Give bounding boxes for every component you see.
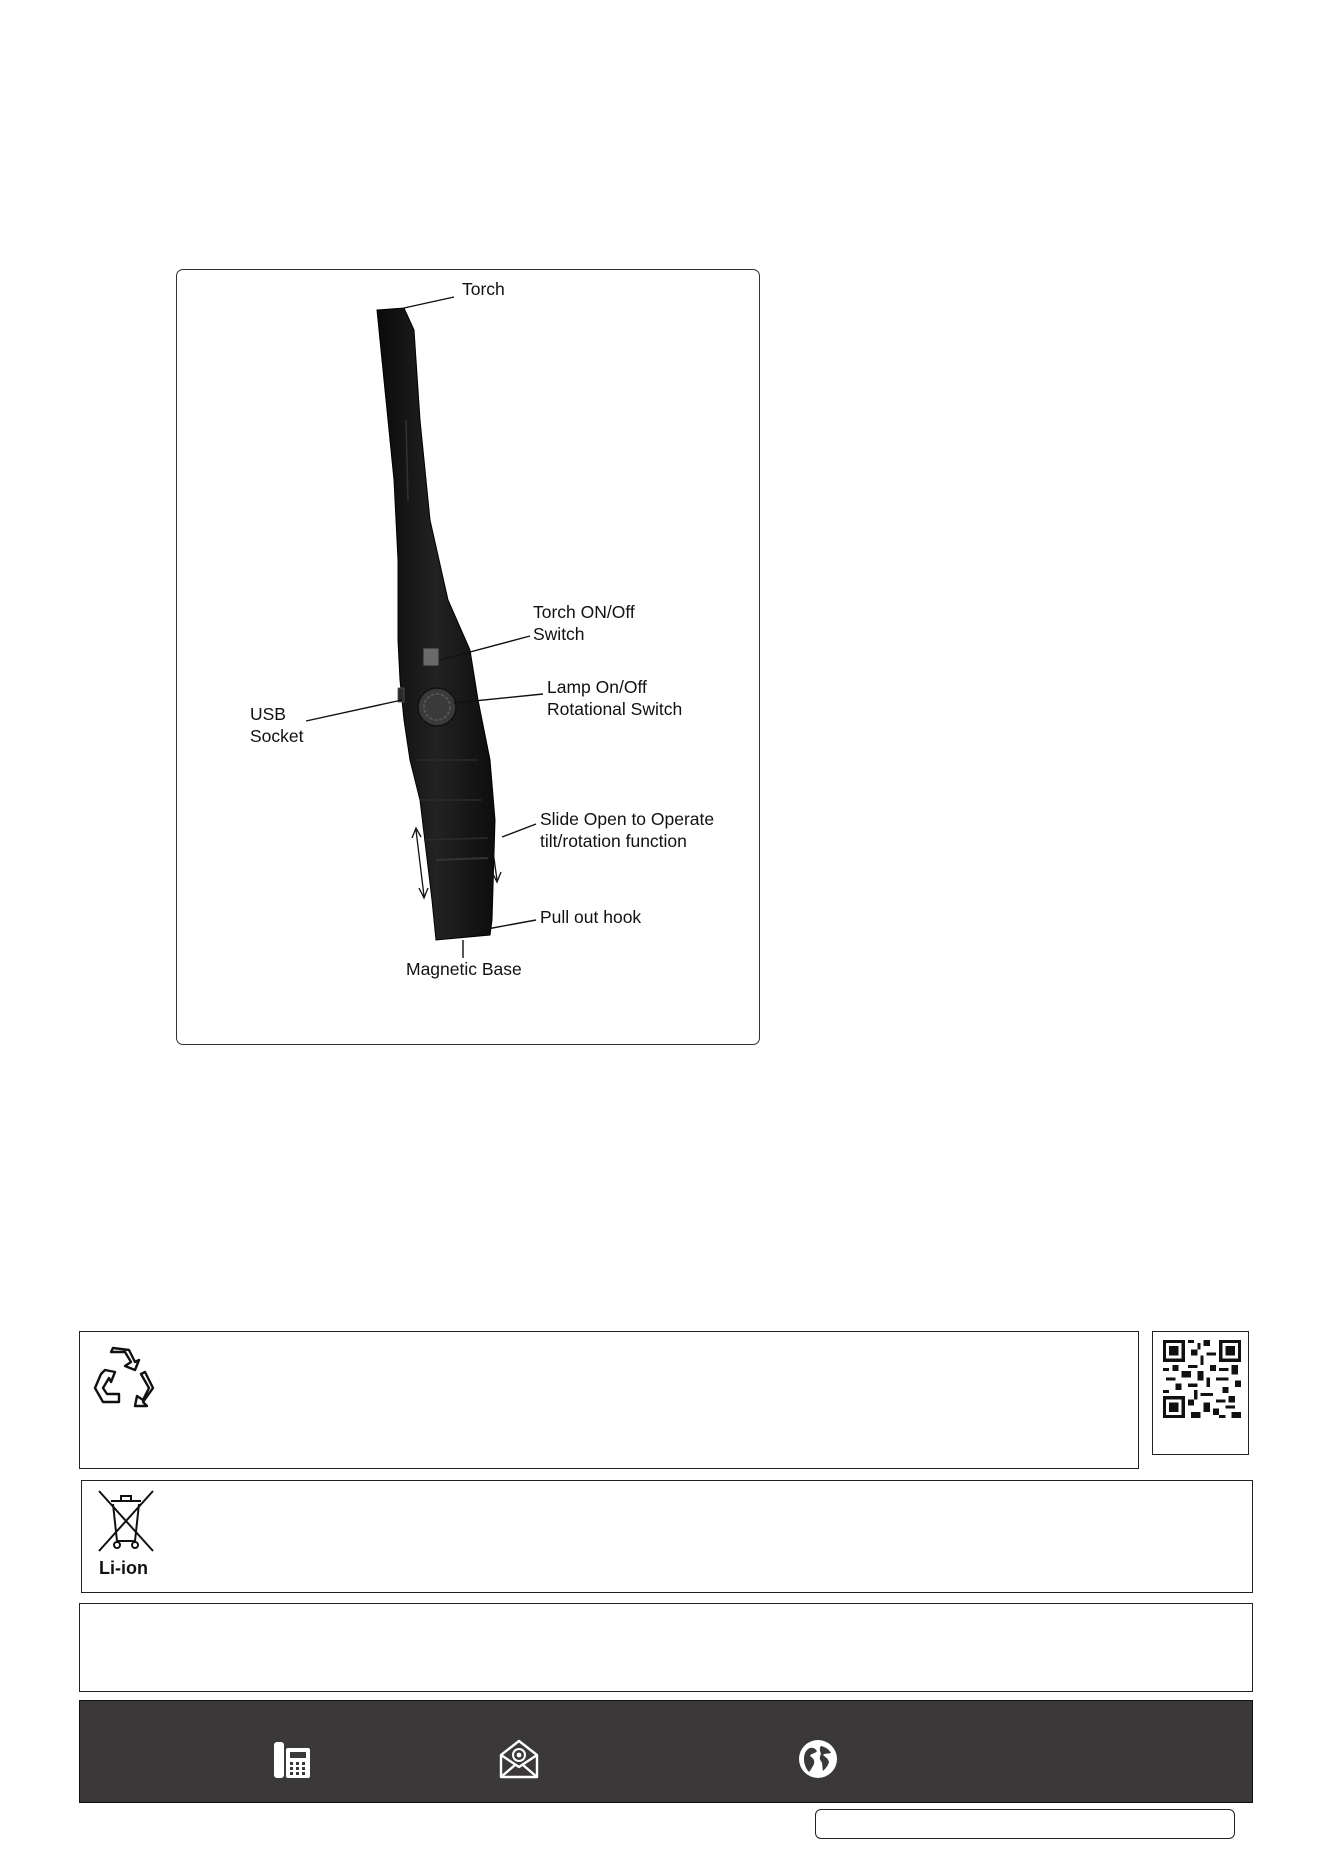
label-torch: Torch xyxy=(462,279,505,299)
label-pull-out-hook: Pull out hook xyxy=(540,907,642,927)
label-magnetic-base: Magnetic Base xyxy=(406,959,522,979)
telephone-icon xyxy=(270,1738,314,1782)
label-usb-socket: USB Socket xyxy=(250,704,304,746)
li-ion-label: Li-ion xyxy=(99,1558,148,1578)
weee-disposal-box xyxy=(81,1480,1253,1593)
reference-box xyxy=(815,1809,1235,1839)
info-box xyxy=(79,1603,1253,1692)
torch-switch xyxy=(423,648,439,666)
recycling-notice-box xyxy=(79,1331,1139,1469)
label-torch-switch: Torch ON/Off Switch xyxy=(533,602,635,644)
recycle-icon xyxy=(91,1344,159,1410)
label-lamp-switch: Lamp On/Off Rotational Switch xyxy=(547,677,683,719)
crossed-out-bin-icon xyxy=(95,1487,157,1555)
contact-footer-bar xyxy=(79,1700,1253,1803)
email-icon xyxy=(497,1737,541,1781)
label-slide-open: Slide Open to Operate tilt/rotation function xyxy=(540,809,715,851)
qr-code-icon xyxy=(1163,1340,1241,1418)
globe-icon xyxy=(797,1738,839,1780)
work-light-body xyxy=(377,308,495,940)
